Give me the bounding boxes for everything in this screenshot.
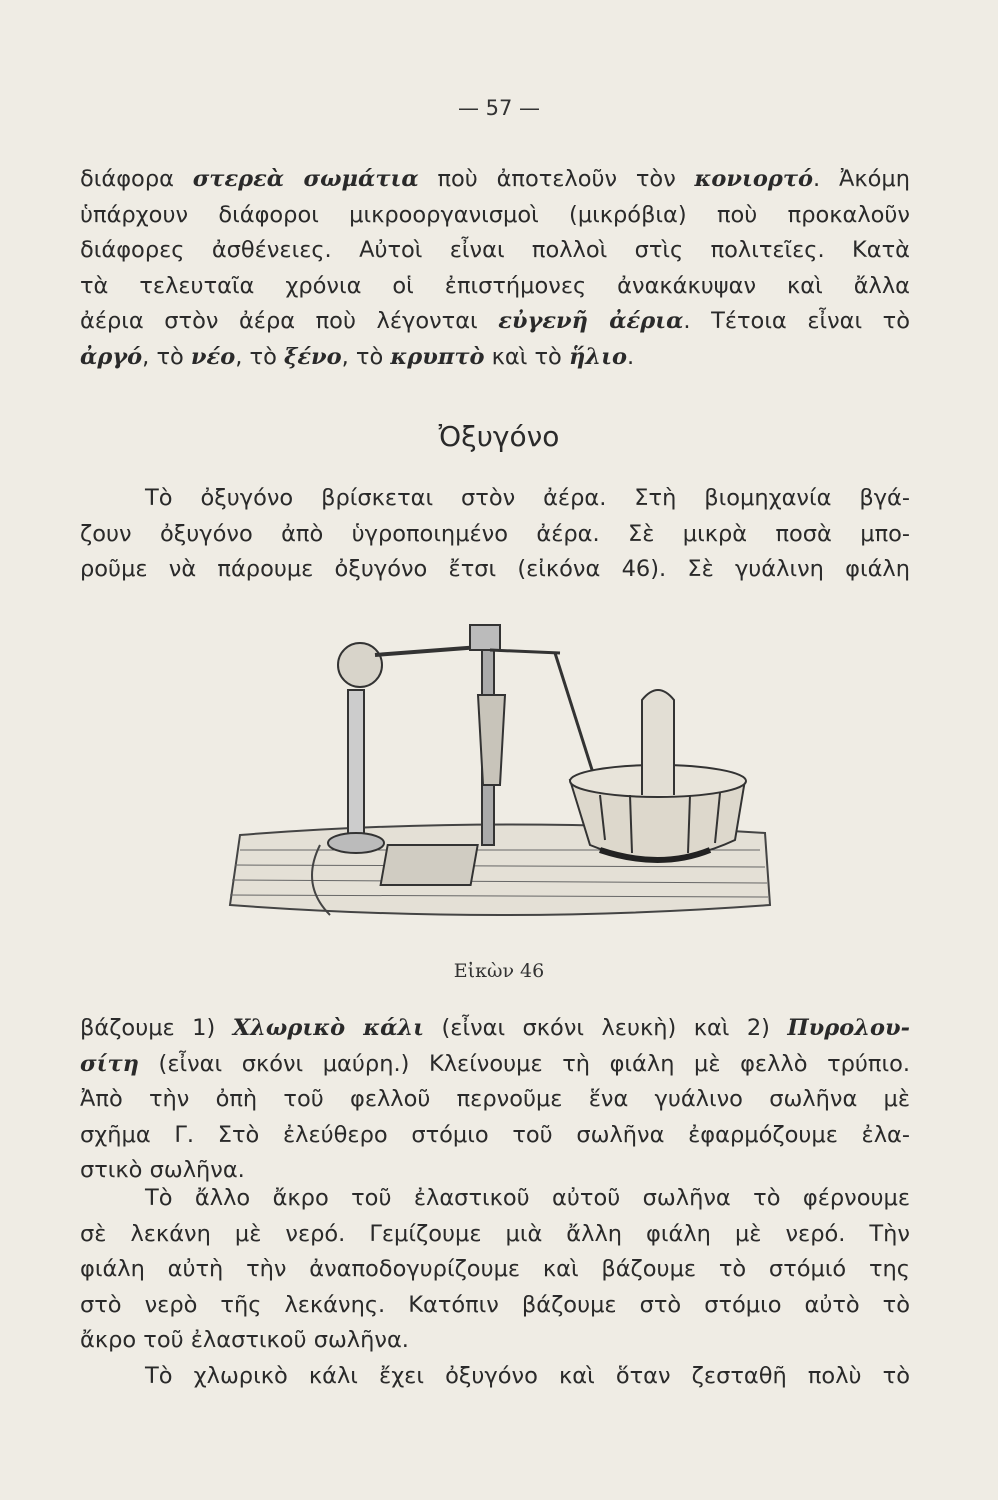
text-line: ροῦμε νὰ πάρουμε ὀξυγόνο ἔτσι (εἰκόνα 46). Σὲ γυάλινη φιάλη [80,556,910,583]
text-line: Τὸ χλωρικὸ κάλι ἔχει ὀξυγόνο καὶ ὅταν ζεσταθῆ πολὺ τὸ [145,1363,910,1389]
text-line: διάφορες ἀσθένειες. Αὐτοὶ εἶναι πολλοὶ στὶς πολιτεῖες. Κατὰ [80,237,910,264]
figure-caption: Εἰκὼν 46 [453,960,545,982]
text-line: στὸ νερὸ τῆς λεκάνης. Κατόπιν βάζουμε στὸ στόμιο αὐτὸ τὸ [80,1291,910,1318]
text-line: σὲ λεκάνη μὲ νερό. Γεμίζουμε μιὰ ἄλλη φιάλη μὲ νερό. Τὴν [80,1220,910,1247]
apparatus-illustration [200,605,780,945]
paragraph-4 [80,1181,910,1359]
text-line: Ἀπὸ τὴν ὀπὴ τοῦ φελλοῦ περνοῦμε ἕνα γυάλινο σωλῆνα μὲ [80,1086,910,1113]
text-line: βάζουμε 1) Χλωρικὸ κάλι (εἶναι σκόνι λευκὴ) καὶ 2) Πυρολου- [80,1015,910,1041]
text-line: Τὸ ἄλλο ἄκρο τοῦ ἐλαστικοῦ αὐτοῦ σωλῆνα τὸ φέρνουμε [145,1185,910,1211]
text-line: ἀέρια στὸν ἀέρα ποὺ λέγονται εὐγενῆ ἀέρια. Τέτοια εἶναι τὸ [80,308,910,335]
text-line: στικὸ σωλῆνα. [80,1157,245,1184]
paragraph-5 [80,1359,910,1395]
paragraph-2 [80,481,910,588]
text-line: ζουν ὀξυγόνο ἀπὸ ὑγροποιημένο ἀέρα. Σὲ μικρὰ ποσὰ μπο- [80,520,910,547]
section-title: Ὀξυγόνο [438,420,560,453]
text-line: ἄκρο τοῦ ἐλαστικοῦ σωλῆνα. [80,1327,409,1354]
text-line: τὰ τελευταῖα χρόνια οἱ ἐπιστήμονες ἀνακάκυψαν καὶ ἄλλα [80,272,910,299]
text-line: φιάλη αὐτὴ τὴν ἀναποδογυρίζουμε καὶ βάζουμε τὸ στόμιό της [80,1256,910,1283]
text-line: ὑπάρχουν διάφοροι μικροοργανισμοὶ (μικρόβια) ποὺ προκαλοῦν [80,201,910,228]
text-line: σίτη (εἶναι σκόνι μαύρη.) Κλείνουμε τὴ φιάλη μὲ φελλὸ τρύπιο. [80,1050,910,1077]
paragraph-1 [80,162,910,376]
page-number: — 57 — [457,96,541,120]
text-line: Τὸ ὀξυγόνο βρίσκεται στὸν ἀέρα. Στὴ βιομηχανία βγά- [145,485,910,511]
text-line: σχῆμα Γ. Στὸ ἐλεύθερο στόμιο τοῦ σωλῆνα ἐφαρμόζουμε ἐλα- [80,1121,910,1148]
text-line: ἀργό, τὸ νέο, τὸ ξένο, τὸ κρυπτὸ καὶ τὸ ἥλιο. [80,343,635,370]
paragraph-3 [80,1011,910,1189]
text-line: διάφορα στερεὰ σωμάτια ποὺ ἀποτελοῦν τὸν κονιορτό. Ἀκόμη [80,166,910,192]
